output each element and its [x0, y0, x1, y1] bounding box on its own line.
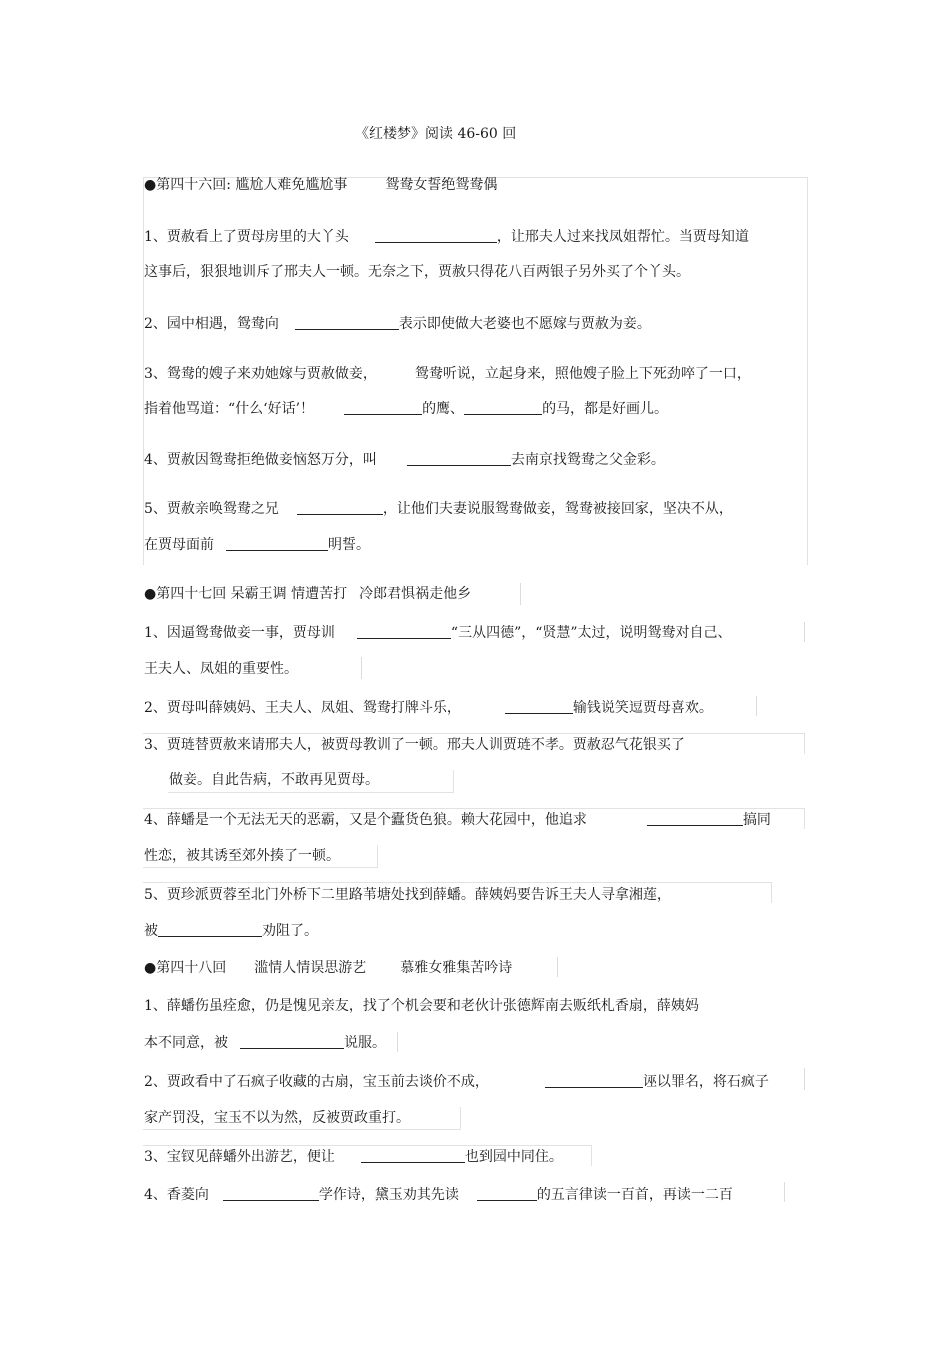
question-text: 输钱说笑逗贾母喜欢。	[572, 700, 713, 716]
question-47-1-line1	[144, 624, 732, 642]
chapter-heading-46	[144, 176, 497, 194]
question-47-5-line1: 5、贾珍派贾蓉至北门外桥下二里路苇塘处找到薛蟠。薛姨妈要告诉王夫人寻拿湘莲，	[144, 887, 671, 903]
chapter-subtitle: 滥情人情误思游艺	[254, 960, 367, 976]
question-text: 4、香菱向	[144, 1187, 209, 1203]
answer-blank[interactable]	[223, 1186, 319, 1201]
question-text: 诬以罪名，将石疯子	[642, 1074, 769, 1090]
question-46-5-line2	[144, 536, 370, 554]
question-48-1-line2	[144, 1034, 386, 1052]
question-48-2-line2: 家产罚没，宝玉不以为然，反被贾政重打。	[144, 1110, 410, 1126]
question-47-4-line1	[144, 811, 771, 829]
answer-blank[interactable]	[295, 315, 399, 330]
chapter-title: ●第四十六回: 尴尬人难免尴尬事	[144, 177, 348, 193]
question-47-1-line2: 王夫人、凤姐的重要性。	[144, 661, 298, 677]
frame-line	[361, 657, 362, 679]
question-48-4	[144, 1186, 733, 1204]
question-48-3	[144, 1148, 563, 1166]
answer-blank[interactable]	[357, 624, 451, 639]
frame-line	[784, 1182, 785, 1202]
frame-line	[804, 622, 805, 642]
question-text: 学作诗，黛玉劝其先读	[318, 1187, 459, 1203]
frame-line	[397, 1032, 398, 1052]
chapter-subtitle: 鸳鸯女誓绝鸳鸯偶	[385, 177, 498, 193]
question-text: 指着他骂道：“什么‘好话’！	[144, 401, 315, 417]
chapter-heading-47	[144, 585, 471, 603]
question-46-3-line2	[144, 400, 668, 418]
question-47-3-line2: 做妾。自此告病，不敢再见贾母。	[169, 772, 379, 788]
frame-line	[804, 1068, 805, 1090]
question-text: ，让他们夫妻说服鸳鸯做妾，鸳鸯被接回家，坚决不从，	[382, 501, 733, 517]
question-text: 2、贾政看中了石疯子收藏的古扇，宝玉前去谈价不成，	[144, 1074, 489, 1090]
question-text: 5、贾赦亲唤鸳鸯之兄	[144, 501, 279, 517]
question-46-3-line1	[144, 365, 751, 383]
question-text: 说服。	[344, 1035, 386, 1051]
question-text: 的马，都是好画儿。	[542, 401, 669, 417]
question-text: 劝阻了。	[262, 923, 318, 939]
chapter-subtitle: 慕雅女雅集苦吟诗	[400, 960, 513, 976]
question-47-3-line1: 3、贾琏替贾赦来请邢夫人，被贾母教训了一顿。邢夫人训贾琏不孝。贾赦忍气花银买了	[144, 737, 685, 753]
answer-blank[interactable]	[464, 400, 542, 415]
question-text: 被	[144, 923, 158, 939]
question-46-4	[144, 451, 665, 469]
question-48-2-line1	[144, 1073, 769, 1091]
chapter-heading-48	[144, 959, 512, 977]
question-text: 4、贾赦因鸳鸯拒绝做妾恼怒万分，叫	[144, 452, 377, 468]
answer-blank[interactable]	[407, 451, 511, 466]
answer-blank[interactable]	[226, 536, 328, 551]
question-46-2	[144, 315, 651, 333]
question-text: 3、宝钗见薛蟠外出游艺，便让	[144, 1149, 335, 1165]
frame-line	[557, 957, 558, 977]
question-47-5-line2	[144, 922, 318, 940]
question-text: 本不同意，被	[144, 1035, 228, 1051]
question-text: 1、贾赦看上了贾母房里的大丫头	[144, 229, 349, 245]
question-46-5-line1	[144, 500, 733, 518]
question-47-4-line2: 性恋，被其诱至郊外揍了一顿。	[144, 848, 340, 864]
frame-line	[520, 583, 521, 605]
answer-blank[interactable]	[375, 228, 497, 243]
question-text: ，让邢夫人过来找凤姐帮忙。当贾母知道	[496, 229, 749, 245]
question-text: 去南京找鸳鸯之父金彩。	[510, 452, 665, 468]
question-47-2	[144, 699, 713, 717]
question-48-1-line1: 1、薛蟠伤虽痊愈，仍是愧见亲友，找了个机会要和老伙计张德辉南去贩纸札香扇，薛姨妈	[144, 998, 699, 1014]
answer-blank[interactable]	[158, 922, 262, 937]
question-text: 3、鸳鸯的嫂子来劝她嫁与贾赦做妾，	[144, 366, 377, 382]
answer-blank[interactable]	[505, 699, 573, 714]
question-text: “三从四德”，“贤慧”太过，说明鸳鸯对自己、	[450, 625, 732, 641]
question-text: 也到园中同住。	[464, 1149, 563, 1165]
question-text: 2、贾母叫薛姨妈、王夫人、凤姐、鸳鸯打牌斗乐，	[144, 700, 461, 716]
question-text: 的五言律读一百首，再读一二百	[536, 1187, 733, 1203]
question-text: 表示即使做大老婆也不愿嫁与贾赦为妾。	[398, 316, 651, 332]
answer-blank[interactable]	[240, 1034, 344, 1049]
question-text: 搞同	[742, 812, 771, 828]
answer-blank[interactable]	[297, 500, 383, 515]
question-46-1-line1	[144, 228, 749, 246]
question-46-1-line2: 这事后，狠狠地训斥了邢夫人一顿。无奈之下，贾赦只得花八百两银子另外买了个丫头。	[144, 264, 690, 280]
question-text: 4、薛蟠是一个无法无天的恶霸，又是个蠹货色狼。赖大花园中，他追求	[144, 812, 587, 828]
chapter-title: ●第四十八回	[144, 960, 227, 976]
question-text: 鸳鸯听说，立起身来，照他嫂子脸上下死劲啐了一口，	[414, 366, 751, 382]
question-text: 的鹰、	[422, 401, 465, 417]
question-text: 在贾母面前	[144, 537, 214, 553]
frame-line	[756, 696, 757, 716]
question-text: 明誓。	[328, 537, 370, 553]
answer-blank[interactable]	[477, 1186, 537, 1201]
question-text: 1、因逼鸳鸯做妾一事，贾母训	[144, 625, 335, 641]
page-title: 《红楼梦》阅读 46-60 回	[355, 126, 517, 142]
question-text: 2、园中相遇，鸳鸯向	[144, 316, 279, 332]
answer-blank[interactable]	[647, 811, 743, 826]
answer-blank[interactable]	[361, 1148, 465, 1163]
chapter-title: ●第四十七回 呆霸王调 情遭苦打	[144, 586, 348, 602]
chapter-subtitle: 冷郎君惧祸走他乡	[359, 586, 472, 602]
answer-blank[interactable]	[344, 400, 422, 415]
answer-blank[interactable]	[545, 1073, 643, 1088]
